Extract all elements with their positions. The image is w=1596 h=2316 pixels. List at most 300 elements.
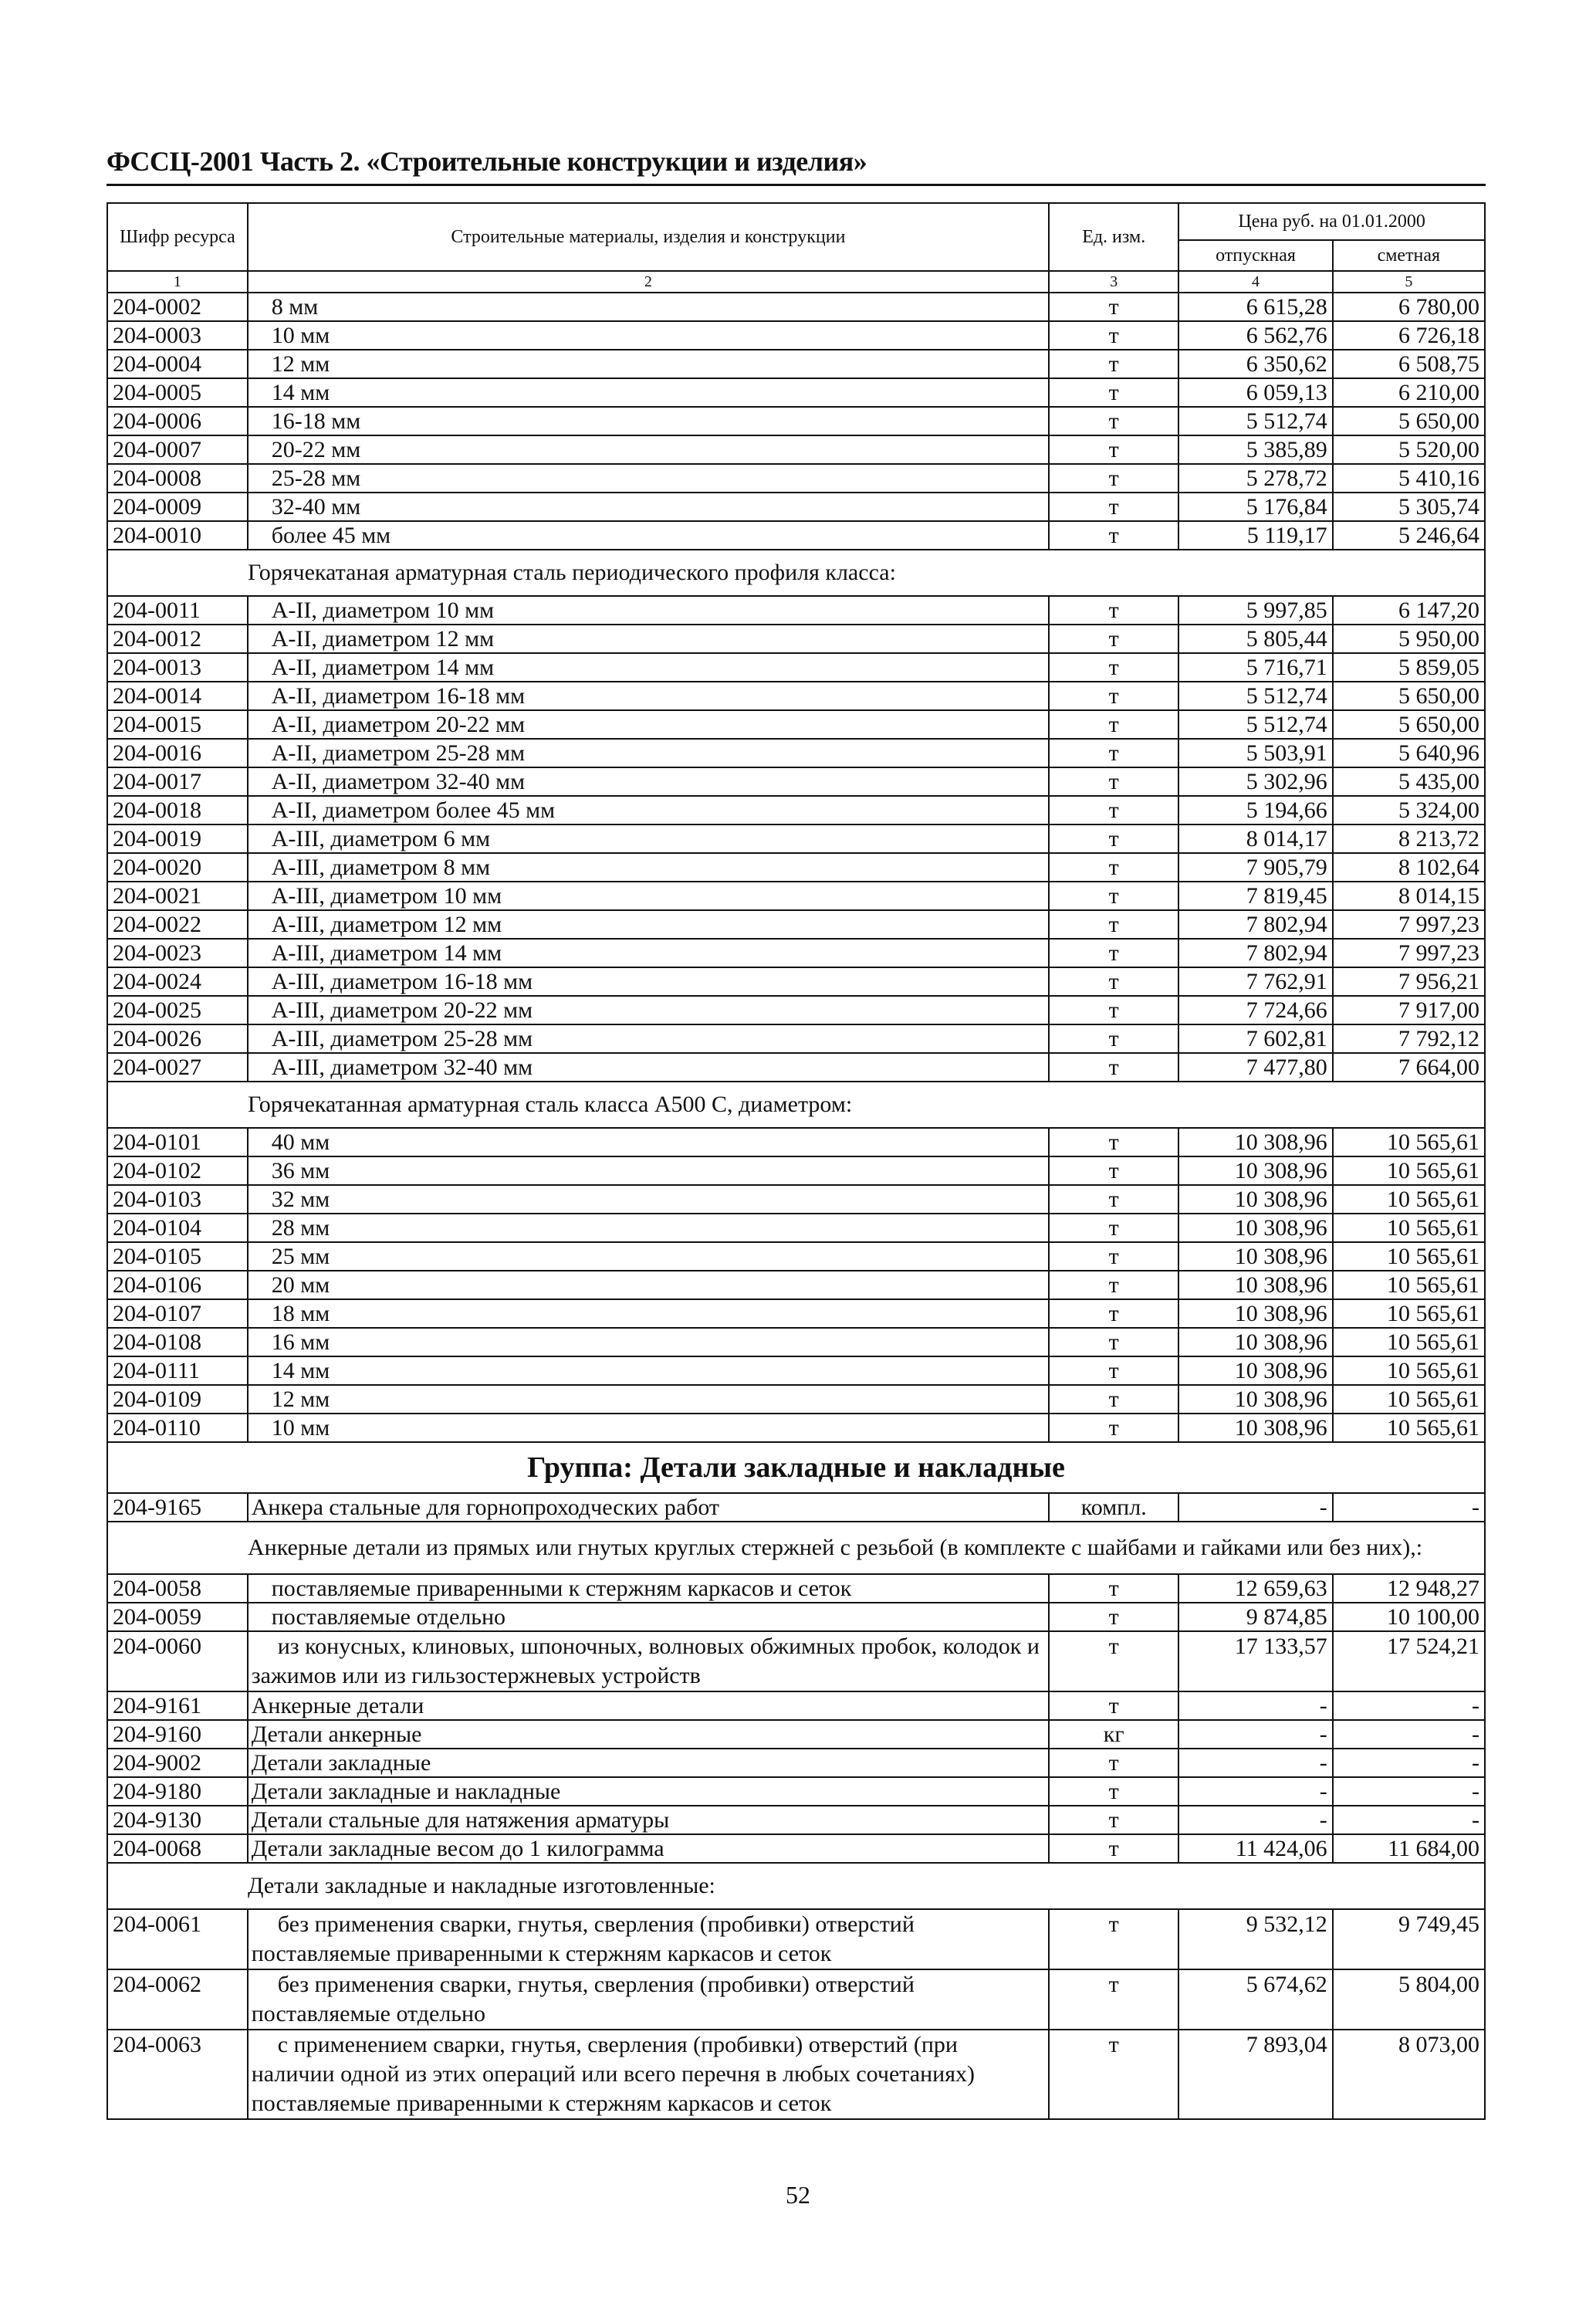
resource-code: 204-0015 (107, 710, 248, 739)
resource-name: Детали закладные и накладные (248, 1777, 1049, 1806)
resource-code: 204-0009 (107, 493, 248, 521)
resource-name: поставляемые отдельно (248, 1603, 1049, 1631)
resource-code: 204-0104 (107, 1214, 248, 1242)
resource-code: 204-0101 (107, 1128, 248, 1156)
resource-name: 25 мм (248, 1242, 1049, 1271)
resource-name: А-II, диаметром 16-18 мм (248, 682, 1049, 710)
table-row (107, 1128, 1485, 1156)
section-heading-row (107, 1522, 1485, 1574)
unit: т (1049, 1574, 1178, 1603)
section-heading: Горячекатанная арматурная сталь класса А500 С, диаметром: (107, 1082, 1485, 1128)
price-estimate: 10 100,00 (1333, 1603, 1485, 1631)
price-estimate: 10 565,61 (1333, 1414, 1485, 1442)
unit: т (1049, 1414, 1178, 1442)
table-row (107, 996, 1485, 1024)
price-release: 10 308,96 (1178, 1242, 1332, 1271)
table-row (107, 350, 1485, 378)
resource-code: 204-9165 (107, 1493, 248, 1522)
price-release: 5 512,74 (1178, 710, 1332, 739)
header-code: Шифр ресурса (107, 203, 248, 271)
price-release: 7 819,45 (1178, 882, 1332, 910)
unit: т (1049, 939, 1178, 967)
section-heading: Анкерные детали из прямых или гнутых круглых стержней с резьбой (в комплекте с шайбами и гайками или без них),: (107, 1522, 1485, 1574)
resource-code: 204-0013 (107, 653, 248, 682)
resource-name: 32-40 мм (248, 493, 1049, 521)
resource-code: 204-0016 (107, 739, 248, 767)
table-row (107, 1271, 1485, 1299)
price-estimate: - (1333, 1720, 1485, 1749)
table-row (107, 293, 1485, 321)
table-row (107, 1806, 1485, 1834)
unit: т (1049, 1328, 1178, 1356)
resource-code: 204-0061 (107, 1909, 248, 1969)
table-row (107, 378, 1485, 407)
price-release: 7 893,04 (1178, 2030, 1332, 2119)
price-estimate: 8 102,64 (1333, 853, 1485, 882)
price-estimate: - (1333, 1493, 1485, 1522)
resource-name: А-II, диаметром 32-40 мм (248, 767, 1049, 796)
price-estimate: 6 726,18 (1333, 321, 1485, 350)
price-estimate: 5 650,00 (1333, 710, 1485, 739)
resource-code: 204-9130 (107, 1806, 248, 1834)
unit: т (1049, 1053, 1178, 1082)
table-row (107, 321, 1485, 350)
price-release: 17 133,57 (1178, 1631, 1332, 1691)
resource-code: 204-9160 (107, 1720, 248, 1749)
unit: т (1049, 1214, 1178, 1242)
resource-code: 204-0063 (107, 2030, 248, 2119)
resource-code: 204-0008 (107, 464, 248, 493)
resource-code: 204-0103 (107, 1185, 248, 1214)
price-release: 5 119,17 (1178, 521, 1332, 550)
price-estimate: 10 565,61 (1333, 1214, 1485, 1242)
price-estimate: 5 650,00 (1333, 682, 1485, 710)
resource-code: 204-0018 (107, 796, 248, 824)
table-row (107, 1385, 1485, 1414)
price-release: 7 724,66 (1178, 996, 1332, 1024)
price-release: 10 308,96 (1178, 1356, 1332, 1385)
resource-code: 204-0068 (107, 1834, 248, 1863)
header-name: Строительные материалы, изделия и конструкции (248, 203, 1049, 271)
resource-code: 204-0014 (107, 682, 248, 710)
unit: т (1049, 710, 1178, 739)
resource-code: 204-9002 (107, 1749, 248, 1777)
price-estimate: 9 749,45 (1333, 1909, 1485, 1969)
column-number: 5 (1333, 271, 1485, 293)
unit: т (1049, 1356, 1178, 1385)
resource-code: 204-0026 (107, 1024, 248, 1053)
price-release: 10 308,96 (1178, 1271, 1332, 1299)
resource-name: А-III, диаметром 10 мм (248, 882, 1049, 910)
section-heading-row (107, 1082, 1485, 1128)
resource-name: 8 мм (248, 293, 1049, 321)
table-row (107, 682, 1485, 710)
price-release: 7 802,94 (1178, 910, 1332, 939)
price-release: 6 059,13 (1178, 378, 1332, 407)
price-estimate: 11 684,00 (1333, 1834, 1485, 1863)
unit: компл. (1049, 1493, 1178, 1522)
price-release: 10 308,96 (1178, 1214, 1332, 1242)
price-estimate: 5 324,00 (1333, 796, 1485, 824)
table-row (107, 1603, 1485, 1631)
unit: т (1049, 2030, 1178, 2119)
section-heading: Горячекатаная арматурная сталь периодического профиля класса: (107, 550, 1485, 596)
resource-code: 204-0105 (107, 1242, 248, 1271)
resource-name: 10 мм (248, 1414, 1049, 1442)
price-estimate: 10 565,61 (1333, 1356, 1485, 1385)
unit: т (1049, 1777, 1178, 1806)
price-release: 7 602,81 (1178, 1024, 1332, 1053)
price-release: 10 308,96 (1178, 1299, 1332, 1328)
resource-name: 16 мм (248, 1328, 1049, 1356)
resource-name: 16-18 мм (248, 407, 1049, 435)
unit: т (1049, 1806, 1178, 1834)
unit: т (1049, 493, 1178, 521)
price-estimate: 7 997,23 (1333, 939, 1485, 967)
price-estimate: 5 246,64 (1333, 521, 1485, 550)
price-release: 5 512,74 (1178, 407, 1332, 435)
table-row (107, 625, 1485, 653)
group-heading-row (107, 1442, 1485, 1493)
resource-name: более 45 мм (248, 521, 1049, 550)
price-estimate: 5 950,00 (1333, 625, 1485, 653)
unit: т (1049, 521, 1178, 550)
price-release: - (1178, 1749, 1332, 1777)
unit: т (1049, 739, 1178, 767)
price-release: 7 762,91 (1178, 967, 1332, 996)
price-release: 9 874,85 (1178, 1603, 1332, 1631)
unit: т (1049, 1969, 1178, 2030)
table-row (107, 435, 1485, 464)
unit: т (1049, 1242, 1178, 1271)
table-row (107, 1356, 1485, 1385)
table-row (107, 2030, 1485, 2119)
unit: т (1049, 596, 1178, 625)
price-estimate: 5 435,00 (1333, 767, 1485, 796)
resource-code: 204-0109 (107, 1385, 248, 1414)
resource-code: 204-0111 (107, 1356, 248, 1385)
price-release: 5 503,91 (1178, 739, 1332, 767)
price-release: 8 014,17 (1178, 824, 1332, 853)
price-estimate: 7 956,21 (1333, 967, 1485, 996)
price-release: 5 194,66 (1178, 796, 1332, 824)
price-release: 10 308,96 (1178, 1414, 1332, 1442)
page-header-title: ФССЦ-2001 Часть 2. «Строительные конструкции и изделия» (107, 145, 1486, 186)
table-row (107, 493, 1485, 521)
table-row (107, 1414, 1485, 1442)
resource-code: 204-0025 (107, 996, 248, 1024)
resource-name: 12 мм (248, 350, 1049, 378)
table-row (107, 1299, 1485, 1328)
price-release: 12 659,63 (1178, 1574, 1332, 1603)
unit: т (1049, 1156, 1178, 1185)
resource-name: 28 мм (248, 1214, 1049, 1242)
resource-name: Детали закладные (248, 1749, 1049, 1777)
table-row (107, 1242, 1485, 1271)
price-estimate: 12 948,27 (1333, 1574, 1485, 1603)
resource-code: 204-0110 (107, 1414, 248, 1442)
table-row (107, 464, 1485, 493)
unit: т (1049, 1834, 1178, 1863)
table-row (107, 653, 1485, 682)
price-release: 10 308,96 (1178, 1156, 1332, 1185)
price-estimate: 5 640,96 (1333, 739, 1485, 767)
resource-name: 40 мм (248, 1128, 1049, 1156)
table-row (107, 967, 1485, 996)
resource-code: 204-0058 (107, 1574, 248, 1603)
unit: т (1049, 882, 1178, 910)
column-number: 2 (248, 271, 1049, 293)
table-row (107, 710, 1485, 739)
price-estimate: 10 565,61 (1333, 1271, 1485, 1299)
resource-code: 204-0017 (107, 767, 248, 796)
resource-name: 18 мм (248, 1299, 1049, 1328)
unit: т (1049, 853, 1178, 882)
column-number: 1 (107, 271, 248, 293)
unit: т (1049, 1128, 1178, 1156)
unit: т (1049, 1603, 1178, 1631)
resource-name: А-III, диаметром 32-40 мм (248, 1053, 1049, 1082)
header-unit: Ед. изм. (1049, 203, 1178, 271)
unit: т (1049, 378, 1178, 407)
table-row (107, 1834, 1485, 1863)
unit: т (1049, 435, 1178, 464)
price-release: 7 905,79 (1178, 853, 1332, 882)
price-release: 11 424,06 (1178, 1834, 1332, 1863)
resource-name: А-III, диаметром 8 мм (248, 853, 1049, 882)
table-row (107, 1969, 1485, 2030)
resource-name: А-II, диаметром 14 мм (248, 653, 1049, 682)
resource-name: А-II, диаметром 12 мм (248, 625, 1049, 653)
unit: т (1049, 1299, 1178, 1328)
price-release: 9 532,12 (1178, 1909, 1332, 1969)
unit: т (1049, 1691, 1178, 1720)
resource-code: 204-0019 (107, 824, 248, 853)
price-estimate: 6 147,20 (1333, 596, 1485, 625)
resource-name: А-II, диаметром более 45 мм (248, 796, 1049, 824)
unit: т (1049, 1271, 1178, 1299)
table-row (107, 1574, 1485, 1603)
header-price-estimate: сметная (1333, 240, 1485, 271)
table-row (107, 1024, 1485, 1053)
price-estimate: - (1333, 1691, 1485, 1720)
price-estimate: 7 917,00 (1333, 996, 1485, 1024)
table-row (107, 853, 1485, 882)
resource-name: Детали стальные для натяжения арматуры (248, 1806, 1049, 1834)
table-row (107, 1631, 1485, 1691)
price-estimate: 5 859,05 (1333, 653, 1485, 682)
table-row (107, 1214, 1485, 1242)
price-release: 7 477,80 (1178, 1053, 1332, 1082)
unit: т (1049, 1909, 1178, 1969)
page-number: 52 (786, 2181, 810, 2209)
price-release: 10 308,96 (1178, 1328, 1332, 1356)
header-price-release: отпускная (1178, 240, 1332, 271)
table-row (107, 910, 1485, 939)
price-estimate: 10 565,61 (1333, 1185, 1485, 1214)
resource-code: 204-0106 (107, 1271, 248, 1299)
unit: т (1049, 824, 1178, 853)
table-row (107, 939, 1485, 967)
unit: т (1049, 1185, 1178, 1214)
resource-code: 204-0003 (107, 321, 248, 350)
section-heading-row (107, 550, 1485, 596)
group-heading: Группа: Детали закладные и накладные (107, 1442, 1485, 1493)
resource-name: без применения сварки, гнутья, сверления (пробивки) отверстий поставляемые приваренными к стержням каркасов и сеток (248, 1909, 1049, 1969)
price-release: 6 350,62 (1178, 350, 1332, 378)
resource-name: Детали анкерные (248, 1720, 1049, 1749)
unit: кг (1049, 1720, 1178, 1749)
resource-name: 25-28 мм (248, 464, 1049, 493)
resource-name: без применения сварки, гнутья, сверления (пробивки) отверстий поставляемые отдельно (248, 1969, 1049, 2030)
resource-name: А-III, диаметром 6 мм (248, 824, 1049, 853)
table-row (107, 1749, 1485, 1777)
table-row (107, 824, 1485, 853)
price-release: 10 308,96 (1178, 1185, 1332, 1214)
price-release: - (1178, 1691, 1332, 1720)
price-estimate: 5 305,74 (1333, 493, 1485, 521)
price-release: 7 802,94 (1178, 939, 1332, 967)
resource-name: А-III, диаметром 25-28 мм (248, 1024, 1049, 1053)
resource-code: 204-0005 (107, 378, 248, 407)
price-release: 10 308,96 (1178, 1128, 1332, 1156)
price-release: - (1178, 1777, 1332, 1806)
table-row (107, 407, 1485, 435)
price-release: - (1178, 1493, 1332, 1522)
price-estimate: 6 508,75 (1333, 350, 1485, 378)
unit: т (1049, 682, 1178, 710)
price-release: 6 615,28 (1178, 293, 1332, 321)
price-release: 5 385,89 (1178, 435, 1332, 464)
price-estimate: 8 014,15 (1333, 882, 1485, 910)
price-release: 6 562,76 (1178, 321, 1332, 350)
unit: т (1049, 293, 1178, 321)
resource-name: А-III, диаметром 12 мм (248, 910, 1049, 939)
resource-code: 204-0020 (107, 853, 248, 882)
table-row (107, 767, 1485, 796)
resource-code: 204-0006 (107, 407, 248, 435)
resource-name: 32 мм (248, 1185, 1049, 1214)
resource-code: 204-0007 (107, 435, 248, 464)
unit: т (1049, 321, 1178, 350)
unit: т (1049, 967, 1178, 996)
resource-name: Детали закладные весом до 1 килограмма (248, 1834, 1049, 1863)
unit: т (1049, 1631, 1178, 1691)
resource-name: 20-22 мм (248, 435, 1049, 464)
table-row (107, 796, 1485, 824)
price-release: 5 716,71 (1178, 653, 1332, 682)
unit: т (1049, 1024, 1178, 1053)
resource-code: 204-0011 (107, 596, 248, 625)
unit: т (1049, 767, 1178, 796)
resource-code: 204-0024 (107, 967, 248, 996)
price-release: 5 302,96 (1178, 767, 1332, 796)
price-estimate: 8 213,72 (1333, 824, 1485, 853)
table-row (107, 1720, 1485, 1749)
price-estimate: 10 565,61 (1333, 1156, 1485, 1185)
price-release: 5 997,85 (1178, 596, 1332, 625)
resource-code: 204-0060 (107, 1631, 248, 1691)
resource-code: 204-0107 (107, 1299, 248, 1328)
price-estimate: 7 997,23 (1333, 910, 1485, 939)
resource-code: 204-0027 (107, 1053, 248, 1082)
price-estimate: - (1333, 1777, 1485, 1806)
resource-name: А-III, диаметром 14 мм (248, 939, 1049, 967)
unit: т (1049, 1749, 1178, 1777)
resource-name: А-II, диаметром 20-22 мм (248, 710, 1049, 739)
price-estimate: 7 792,12 (1333, 1024, 1485, 1053)
price-table (107, 202, 1486, 2120)
price-release: 5 674,62 (1178, 1969, 1332, 2030)
price-estimate: 5 804,00 (1333, 1969, 1485, 2030)
table-row (107, 1493, 1485, 1522)
unit: т (1049, 910, 1178, 939)
header-price-group: Цена руб. на 01.01.2000 (1178, 203, 1485, 240)
resource-name: Анкерные детали (248, 1691, 1049, 1720)
price-table-body (107, 293, 1485, 2119)
table-row (107, 1156, 1485, 1185)
resource-name: Анкера стальные для горнопроходческих работ (248, 1493, 1049, 1522)
table-row (107, 739, 1485, 767)
price-estimate: 5 520,00 (1333, 435, 1485, 464)
column-number: 4 (1178, 271, 1332, 293)
table-row (107, 1328, 1485, 1356)
price-estimate: - (1333, 1806, 1485, 1834)
resource-name: поставляемые приваренными к стержням каркасов и сеток (248, 1574, 1049, 1603)
table-row (107, 1691, 1485, 1720)
resource-name: 10 мм (248, 321, 1049, 350)
price-release: 5 805,44 (1178, 625, 1332, 653)
resource-code: 204-0010 (107, 521, 248, 550)
price-estimate: 10 565,61 (1333, 1128, 1485, 1156)
resource-name: А-III, диаметром 16-18 мм (248, 967, 1049, 996)
resource-name: 12 мм (248, 1385, 1049, 1414)
unit: т (1049, 464, 1178, 493)
resource-name: с применением сварки, гнутья, сверления (пробивки) отверстий (при наличии одной из этих операций или всего перечня в любых сочетаниях) поставляемые приваренными к стержням каркасов и сеток (248, 2030, 1049, 2119)
table-row (107, 596, 1485, 625)
resource-code: 204-0062 (107, 1969, 248, 2030)
table-row (107, 1777, 1485, 1806)
price-estimate: 10 565,61 (1333, 1328, 1485, 1356)
resource-code: 204-0012 (107, 625, 248, 653)
resource-name: А-II, диаметром 10 мм (248, 596, 1049, 625)
price-release: - (1178, 1720, 1332, 1749)
price-estimate: 6 210,00 (1333, 378, 1485, 407)
unit: т (1049, 996, 1178, 1024)
resource-code: 204-9180 (107, 1777, 248, 1806)
table-row (107, 521, 1485, 550)
resource-name: 36 мм (248, 1156, 1049, 1185)
price-release: 5 176,84 (1178, 493, 1332, 521)
resource-code: 204-0102 (107, 1156, 248, 1185)
table-row (107, 1053, 1485, 1082)
price-release: 5 512,74 (1178, 682, 1332, 710)
resource-code: 204-0021 (107, 882, 248, 910)
section-heading-row (107, 1863, 1485, 1909)
unit: т (1049, 653, 1178, 682)
resource-code: 204-0004 (107, 350, 248, 378)
table-row (107, 1909, 1485, 1969)
unit: т (1049, 407, 1178, 435)
price-release: 10 308,96 (1178, 1385, 1332, 1414)
resource-code: 204-0023 (107, 939, 248, 967)
resource-code: 204-0002 (107, 293, 248, 321)
price-estimate: 10 565,61 (1333, 1299, 1485, 1328)
unit: т (1049, 625, 1178, 653)
resource-code: 204-0108 (107, 1328, 248, 1356)
price-release: 5 278,72 (1178, 464, 1332, 493)
price-estimate: 10 565,61 (1333, 1242, 1485, 1271)
